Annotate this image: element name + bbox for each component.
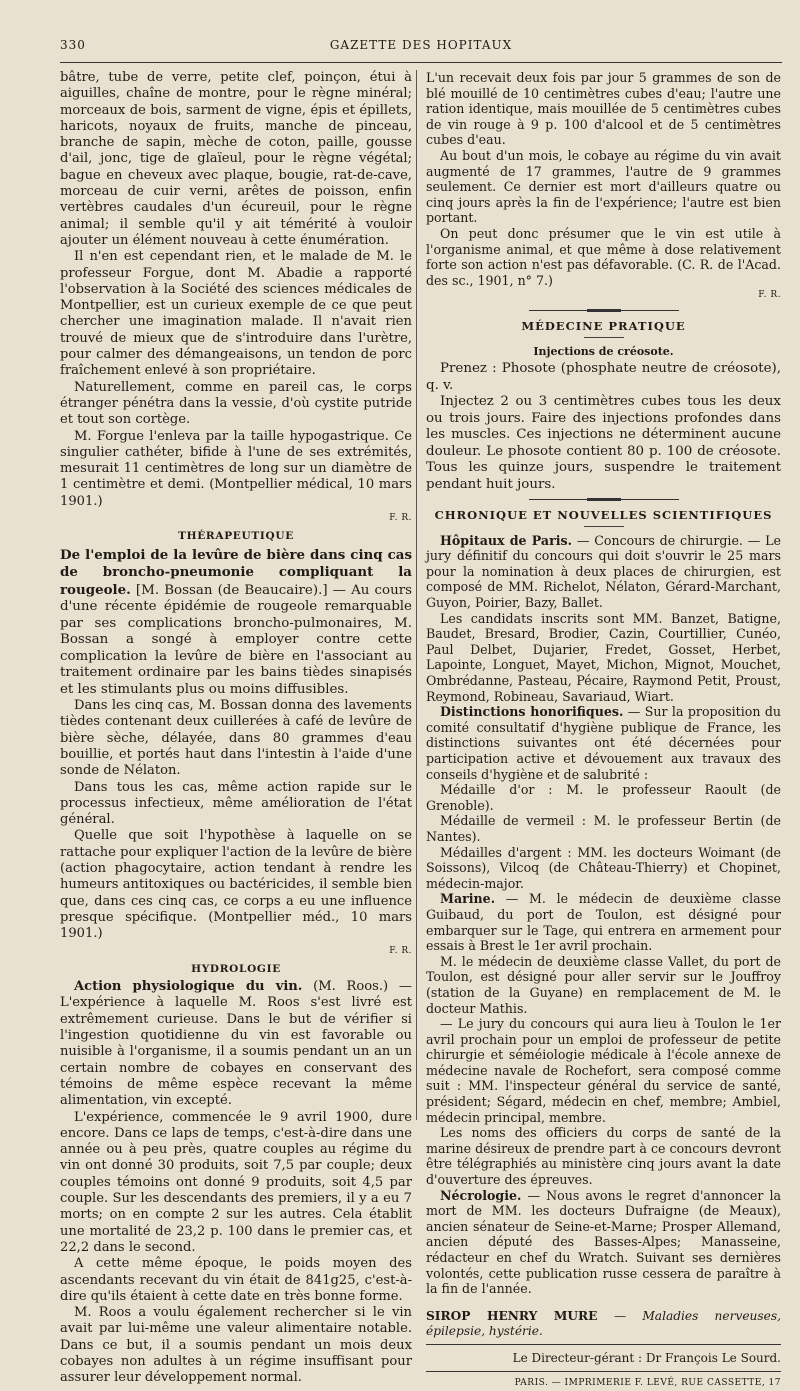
- news-text: — Nous avons le regret d'annoncer la mort de MM. les docteurs Dufraigne (de Meaux), ancien sénateur de Seine-et-Marne; Prosper Allemand, ancien député des Basses-Alpes; Manasseine, rédacteur en chef du Wratch. Suivant ses dernières volontés, cette publication russe cessera de paraître à la fin de l'année.: [426, 1187, 781, 1297]
- section-heading-chronique: CHRONIQUE ET NOUVELLES SCIENTIFIQUES: [434, 508, 773, 523]
- article-text: [M. Bossan (de Beaucaire).] — Au cours d'une récente épidémie de rougeole remarquable par ses complications broncho-pulmonaires, M. Bossan a songé à employer contre cette complication la levûre de bière en l'associant au traitement ordinaire par les bains tièdes sinapisés et les stimulants plus ou moins diffusibles.: [60, 582, 412, 697]
- signature: F. R.: [758, 290, 781, 301]
- paragraph: Injectez 2 ou 3 centimètres cubes tous les deux ou trois jours. Faire des injections profondes dans les muscles. Ces injections ne déterminent aucune douleur. Le phosote contient 80 p. 100 de créosote. Tous les quinze jours, suspendre le traitement pendant huit jours.: [426, 394, 781, 492]
- signature: F. R.: [389, 513, 412, 524]
- left-column: [60, 70, 412, 1387]
- news-text: — M. le médecin de deuxième classe Guibaud, du port de Toulon, est désigné pour embarquer sur le Tage, qui entrera en armement pour essais à Brest le 1er avril prochain.: [426, 891, 781, 954]
- paragraph: Prenez : Phosote (phosphate neutre de créosote), q. v.: [426, 361, 781, 393]
- paragraph: Dans tous les cas, même action rapide sur le processus infectieux, même amélioration de l'état général.: [60, 779, 412, 828]
- header-rule: [60, 62, 782, 63]
- paragraph: M. Roos a voulu également rechercher si le vin avait par lui-même une valeur alimentaire notable. Dans ce but, il a soumis pendant un mois deux cobayes non adultes à un régime insuffisant pour assurer leur développement normal.: [60, 1305, 412, 1386]
- director-line: Le Directeur-gérant : Dr François Le Sourd.: [512, 1350, 781, 1365]
- paragraph: M. Forgue l'enleva par la taille hypogastrique. Ce singulier cathéter, bifide à l'une de ses extrémités, mesurait 11 centimètres de long sur un diamètre de 1 centimètre et demi. (Montpellier médical, 10 mars 1901.): [60, 428, 412, 509]
- small-rule: [584, 337, 624, 338]
- ornamental-rule: [529, 499, 679, 502]
- paragraph: A cette même époque, le poids moyen des ascendants recevant du vin était de 841g25, c'est-à-dire qu'ils étaient à cette date en très bonne forme.: [60, 1256, 412, 1304]
- article-title: De l'emploi de la levûre de bière dans cinq cas de broncho-pneumonie compliquant la rougeole.: [60, 546, 412, 598]
- news-title: Marine.: [440, 891, 496, 907]
- page-header: [60, 38, 782, 56]
- news-title: Nécrologie.: [440, 1187, 522, 1203]
- news-title: Hôpitaux de Paris.: [440, 532, 572, 548]
- paragraph: M. le médecin de deuxième classe Vallet, du port de Toulon, est désigné pour aller servir sur le Jouffroy (station de la Guyane) en remplacement de M. le docteur Mathis.: [426, 953, 781, 1016]
- printer-line: PARIS. — IMPRIMERIE F. LEVÉ, RUE CASSETTE, 17: [514, 1377, 781, 1388]
- column-divider: [416, 70, 417, 1120]
- article-title: Action physiologique du vin.: [74, 979, 303, 995]
- paragraph: On peut donc présumer que le vin est utile à l'organisme animal, et que même à dose relativement forte son action n'est pas défavorable. (C. R. de l'Acad. des sc., 1901, n° 7.): [426, 225, 781, 288]
- paragraph: Au bout d'un mois, le cobaye au régime du vin avait augmenté de 17 grammes, l'autre de 9 grammes seulement. Ce dernier est mort d'ailleurs quatre ou cinq jours après la fin de l'expérience; l'autre est bien portant.: [426, 147, 781, 226]
- paragraph: Il n'en est cependant rien, et le malade de M. le professeur Forgue, dont M. Abadie a rapporté l'observation à la Société des sciences médicales de Montpellier, est un curieux exemple de ce que peut chercher une imagination malade. Il n'avait rien trouvé de mieux que de s'introduire dans l'urètre, pour calmer des démangeaisons, un tendon de porc fraîchement enlevé à son propriétaire.: [60, 249, 412, 379]
- subsection-heading: Injections de créosote.: [533, 344, 674, 358]
- paragraph: Médaille d'or : M. le professeur Raoult (de Grenoble).: [426, 782, 781, 813]
- paragraph: Les candidats inscrits sont MM. Banzet, Batigne, Baudet, Bresard, Brodier, Cazin, Courtillier, Cunéo, Paul Delbet, Dujarier, Fredet, Gosset, Herbet, Lapointe, Longuet, Mayet, Michon, Mignot, Mouchet, Ombrédanne, Pasteau, Pécaire, Raymond Petit, Proust, Reymond, Robineau, Savariaud, Wiart.: [426, 610, 781, 704]
- news-text: — Concours de chirurgie. — Le jury définitif du concours qui doit s'ouvrir le 25 mars pour la nomination à deux places de chirurgien, est composé de MM. Richelot, Nélaton, Gérard-Marchant, Guyon, Poirier, Bazy, Ballet.: [426, 532, 781, 611]
- ad-text: — Maladies nerveuses, épilepsie, hystérie.: [426, 1308, 781, 1339]
- section-heading-hydrologie: HYDROLOGIE: [191, 962, 281, 975]
- footer-rule: [426, 1344, 781, 1345]
- news-text: — Sur la proposition du comité consultatif d'hygiène publique de France, les distinctions suivantes ont été décernées pour participation active et dévouement aux travaux des conseils d'hygiène et de salubrité :: [426, 704, 782, 782]
- paragraph: Naturellement, comme en pareil cas, le corps étranger pénétra dans la vessie, d'où cystite putride et tout son cortège.: [60, 379, 412, 428]
- small-rule: [584, 526, 624, 527]
- news-title: Distinctions honorifiques.: [440, 704, 624, 720]
- journal-title: GAZETTE DES HOPITAUX: [329, 38, 513, 52]
- paragraph: Médaille de vermeil : M. le professeur Bertin (de Nantes).: [426, 813, 781, 844]
- ornamental-rule: [529, 310, 679, 313]
- advertisement: [426, 1309, 781, 1340]
- paragraph: L'un recevait deux fois par jour 5 grammes de son de blé mouillé de 10 centimètres cubes d'eau; l'autre une ration identique, mais mouillée de 5 centimètres cubes de vin rouge à 9 p. 100 d'alcool et de 5 centimètres cubes d'eau.: [426, 70, 781, 148]
- paragraph: L'expérience, commencée le 9 avril 1900, dure encore. Dans ce laps de temps, c'est-à-dire dans une année ou à peu près, quatre couples au régime du vin ont donné 30 produits, soit 7,5 par couple; deux couples témoins ont donné 9 produits, soit 4,5 par couple. Sur les descendants des premiers, il y a eu 7 morts; on en compte 2 sur les autres. Cela établit une mortalité de 23,2 p. 100 dans le premier cas, et 22,2 dans le second.: [60, 1109, 412, 1255]
- section-heading-therapeutique: THÉRAPEUTIQUE: [178, 530, 294, 543]
- footer-rule: [426, 1371, 781, 1372]
- paragraph: Les noms des officiers du corps de santé de la marine désireux de prendre part à ce concours devront être télégraphiés au ministère cinq jours avant la date d'ouverture des épreuves.: [426, 1125, 781, 1188]
- paragraph: — Le jury du concours qui aura lieu à Toulon le 1er avril prochain pour un emploi de professeur de petite chirurgie et séméiologie médicale à l'école annexe de médecine navale de Rochefort, sera composé comme suit : MM. l'inspecteur général du service de santé, président; Ségard, médecin en chef, membre; Ambiel, médecin principal, membre.: [426, 1016, 781, 1125]
- paragraph: bâtre, tube de verre, petite clef, poinçon, étui à aiguilles, chaîne de montre, pour le règne minéral; morceaux de bois, sarment de vigne, épis et épillets, haricots, noyaux de fruits, manche de pinceau, branche de sapin, mèche de coton, paille, gousse d'ail, jonc, tige de glaïeul, pour le règne végétal; bague en cheveux avec plaque, bougie, rat-de-cave, morceau de cuir verni, arêtes de poisson, enfin vertèbres caudales d'un écureuil, pour le règne animal; il semble qu'il y ait témérité à vouloir ajouter un élément nouveau à cette énumération.: [60, 70, 412, 248]
- paragraph: Quelle que soit l'hypothèse à laquelle on se rattache pour expliquer l'action de la levûre de bière (action phagocytaire, action tendant à rendre les humeurs antitoxiques ou bactéricides, il semble bien que, dans ces cinq cas, ce corps a eu une influence presque spécifique. (Montpellier méd., 10 mars 1901.): [60, 828, 412, 942]
- section-heading-medecine-pratique: MÉDECINE PRATIQUE: [521, 318, 686, 333]
- article-text: (M. Roos.) — L'expérience à laquelle M. Roos s'est livré est extrêmement curieuse. Dans le but de vérifier si l'ingestion quotidienne du vin est favorable ou nuisible à l'organisme, il a soumis pendant un an un certain nombre de cobayes en conservant des témoins de même espèce recevant la même alimentation, vin excepté.: [60, 979, 412, 1109]
- page-number: 330: [60, 38, 86, 52]
- paragraph: Médailles d'argent : MM. les docteurs Woimant (de Soissons), Vilcoq (de Château-Thierry) et Chopinet, médecin-major.: [426, 844, 781, 891]
- right-column: [426, 70, 781, 1391]
- signature: F. R.: [389, 945, 412, 956]
- paragraph: Dans les cinq cas, M. Bossan donna des lavements tièdes contenant deux cuillerées à café de levûre de bière sèche, délayée, dans 80 grammes d'eau bouillie, et portés haut dans l'intestin à l'aide d'une sonde de Nélaton.: [60, 698, 412, 779]
- ad-brand: SIROP HENRY MURE: [426, 1308, 598, 1323]
